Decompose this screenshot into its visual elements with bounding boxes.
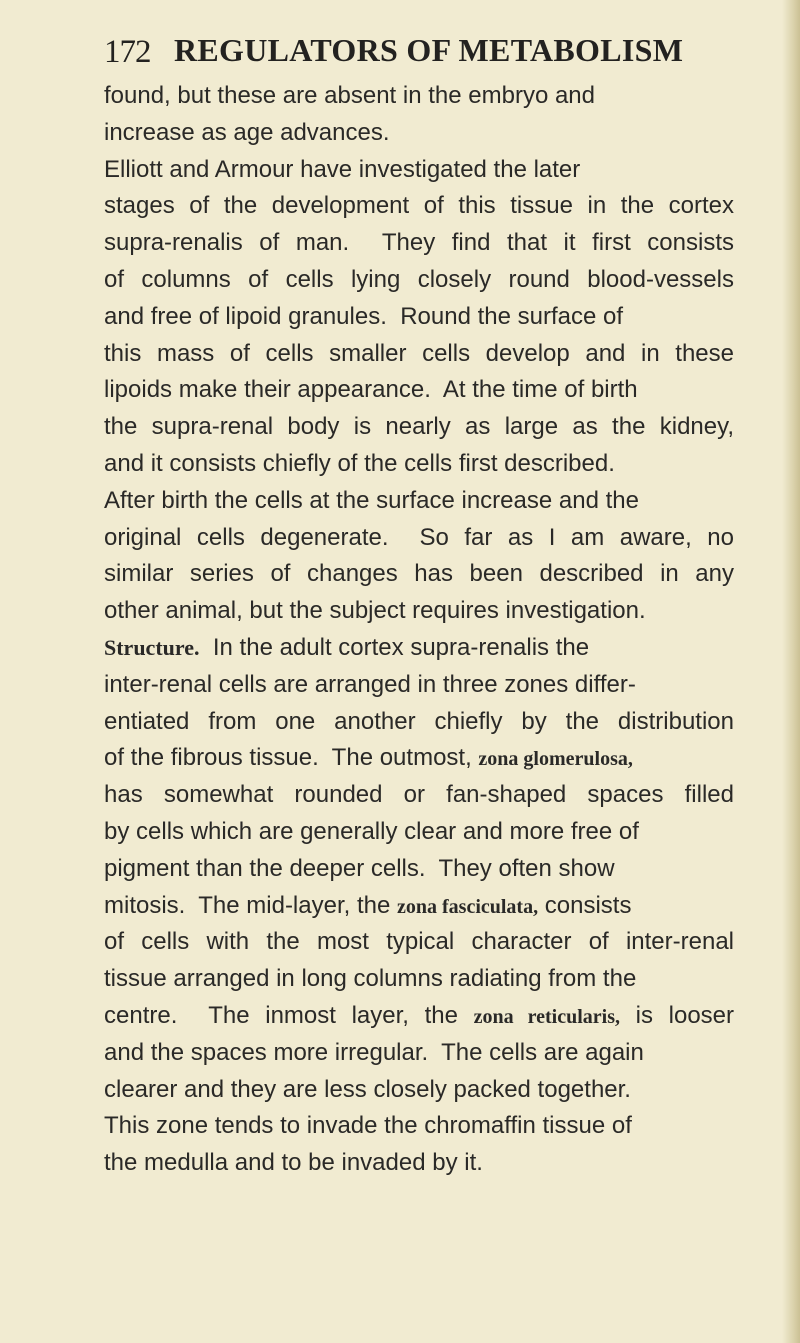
text-segment: centre. The inmost layer, the — [104, 1001, 474, 1029]
text-segment: is looser — [620, 1001, 735, 1029]
text-segment: supra-renalis of man. They find that it first consists — [104, 229, 734, 257]
text-segment: of cells with the most typical character of inter-renal — [104, 928, 734, 956]
text-line — [104, 1108, 734, 1145]
text-segment: lipoids make their appearance. At the time of birth — [104, 376, 638, 404]
text-line — [104, 593, 734, 630]
text-segment: other animal, but the subject requires investigation. — [104, 597, 646, 625]
text-segment: found, but these are absent in the embryo and — [104, 82, 596, 109]
text-line — [104, 924, 734, 961]
text-line — [104, 851, 734, 888]
text-line — [104, 777, 734, 814]
text-line — [104, 961, 734, 998]
text-segment: pigment than the deeper cells. They often show — [104, 854, 615, 882]
text-line — [104, 78, 734, 115]
text-line — [104, 998, 734, 1035]
text-line — [104, 446, 734, 483]
text-line — [104, 188, 734, 225]
text-line — [104, 704, 734, 741]
page-header — [104, 30, 744, 76]
text-line — [104, 520, 734, 557]
text-line — [104, 667, 734, 704]
text-line — [104, 1145, 734, 1182]
page-edge-shadow — [782, 0, 800, 1343]
text-line — [104, 372, 734, 409]
text-segment: Elliott and Armour have investigated the later — [104, 155, 581, 183]
text-segment: mitosis. The mid-layer, the — [104, 891, 397, 919]
text-segment: of the fibrous tissue. The outmost, — [104, 744, 479, 772]
page-number: 172 — [104, 34, 151, 70]
text-segment: This zone tends to invade the chromaffin tissue of — [104, 1112, 632, 1140]
running-head: REGULATORS OF METABOLISM — [174, 32, 684, 68]
text-segment: After birth the cells at the surface increase and the — [104, 486, 639, 514]
text-segment: clearer and they are less closely packed together. — [104, 1075, 631, 1103]
text-segment: original cells degenerate. So far as I am aware, no — [104, 523, 734, 551]
text-line — [104, 814, 734, 851]
text-segment: consists — [538, 891, 632, 919]
text-line — [104, 115, 734, 152]
text-segment: entiated from one another chiefly by the distribution — [104, 707, 734, 735]
text-segment: by cells which are generally clear and more free of — [104, 817, 639, 845]
text-line — [104, 262, 734, 299]
text-segment: and free of lipoid granules. Round the surface of — [104, 302, 623, 330]
text-line — [104, 299, 734, 336]
text-segment: this mass of cells smaller cells develop and in these — [104, 339, 734, 367]
text-segment: inter-renal cells are arranged in three zones differ- — [104, 670, 636, 698]
text-segment: and it consists chiefly of the cells first described. — [104, 449, 615, 477]
text-segment: similar series of changes has been described in any — [104, 560, 734, 588]
text-segment: the supra-renal body is nearly as large as the kidney, — [104, 413, 734, 441]
text-line — [104, 556, 734, 593]
text-segment: the medulla and to be invaded by it. — [104, 1149, 483, 1177]
text-line — [104, 409, 734, 446]
text-segment: increase as age advances. — [104, 118, 390, 146]
text-segment: and the spaces more irregular. The cells are again — [104, 1038, 644, 1066]
text-line — [104, 888, 734, 925]
text-line — [104, 1072, 734, 1109]
text-line — [104, 1035, 734, 1072]
text-line — [104, 336, 734, 373]
text-line — [104, 225, 734, 262]
paragraph-lead: Structure. — [104, 634, 200, 660]
latin-term: zona reticularis, — [473, 1005, 620, 1028]
text-line — [104, 152, 734, 189]
text-line — [104, 740, 734, 777]
text-segment: In the adult cortex supra-renalis the — [199, 633, 590, 661]
latin-term: zona glomerulosa, — [478, 748, 633, 771]
text-line — [104, 630, 734, 667]
body-text — [104, 78, 734, 1182]
text-line — [104, 483, 734, 520]
text-segment: tissue arranged in long columns radiating from the — [104, 965, 637, 993]
text-segment: stages of the development of this tissue in the cortex — [104, 192, 734, 220]
latin-term: zona fasciculata, — [397, 895, 539, 918]
text-segment: has somewhat rounded or fan-shaped spaces filled — [104, 781, 734, 809]
text-segment: of columns of cells lying closely round blood-vessels — [104, 265, 734, 293]
